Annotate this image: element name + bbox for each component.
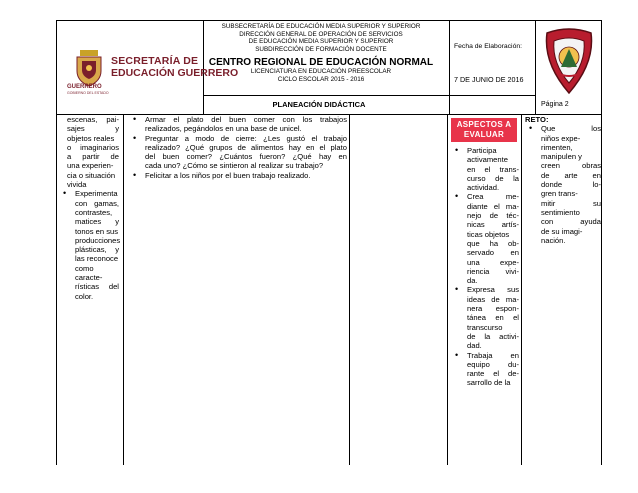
activities-cell [129,115,347,180]
text-line: curso de la [467,173,519,183]
text-line: con gamas, [75,198,119,208]
evaluation-cell [451,115,519,388]
text-line: que ha ob- [467,238,519,248]
text-line: una expe- [467,257,519,267]
text-line: de arte en [541,170,601,180]
page-title: PLANEACIÓN DIDÁCTICA [272,100,366,109]
text-line: tonos en sus [75,226,119,236]
evaluation-badge [451,118,517,142]
challenge-title: RETO: [525,115,549,124]
text-line: con ayuda [541,217,601,227]
text-line: equipo du- [467,359,519,369]
challenge-item [525,124,601,245]
fecha-value: 7 DE JUNIO DE 2016 [454,75,524,84]
text-line: da. [467,276,478,286]
text-line: las reconoce [75,254,119,264]
text-line: ideas de ma- [467,294,519,304]
text-line: • Expresa sus [467,285,519,295]
text-line: mitir su [541,198,601,208]
text-line: • Felicitar a los niños por el buen trabajo realizado. [145,170,311,180]
center-name: CENTRO REGIONAL DE EDUCACIÓN NORMAL [208,57,434,69]
text-line: cia o situación [67,170,116,180]
header-divider [203,95,535,96]
text-line: rimenten, [541,142,573,152]
text-line: donde lo- [541,180,601,190]
badge-line: ASPECTOS A [456,120,512,129]
text-line: • Crea me- [467,192,519,202]
text-line: niños expe- [541,133,581,143]
learning-outcomes-cell [59,115,119,301]
text-line: escenas, pai- [67,115,119,124]
text-line: de su imagi- [541,226,583,236]
text-line: nejo de téc- [467,211,519,221]
text-line: • Armar el plato del buen comer con los trabajos [145,115,347,124]
header-line: DIRECCIÓN GENERAL DE OPERACIÓN DE SERVICIOS [239,30,403,38]
text-line: plásticas, y [75,245,119,255]
text-line: cada uno? ¿Cómo se sintieron al realizar su trabajo? [145,161,324,171]
evaluation-item [451,285,519,350]
page-number: Página 2 [541,101,569,108]
logo-caption-sub: GOBIERNO DEL ESTADO [67,91,109,95]
text-line: nera espon- [467,304,519,314]
text-line: sarrollo de la [467,378,511,388]
text-line: servado en [467,248,519,258]
text-line: tánea en el [467,313,519,323]
outcome-item [59,189,119,301]
evaluation-item [451,192,519,285]
activity-item [129,134,347,171]
text-line: en el trans- [467,164,519,174]
text-line: transcurso [467,322,503,332]
text-line: • Que los [541,124,601,134]
text-line: o imaginarios [67,142,119,152]
secretaria-logo [65,41,239,95]
text-line: realizados, pegándolos en una base de unicel. [145,124,302,134]
text-line: de la activi- [467,331,519,341]
text-line: matices y [75,217,119,227]
text-line: • Experimenta [75,189,118,199]
header-line: SUBDIRECCIÓN DE FORMACIÓN DOCENTE [255,45,387,53]
logo-caption: GUERRERO [67,84,102,90]
table-divider [447,115,448,465]
school-shield-icon [541,27,597,97]
text-line: contrastes, [75,207,113,217]
text-line: dad. [467,341,482,351]
text-line: manipulen y [541,152,582,162]
table-divider [521,115,522,465]
evaluation-item [451,351,519,388]
header-line: DE EDUCACIÓN MEDIA SUPERIOR Y SUPERIOR [248,38,394,46]
fecha-label: Fecha de Elaboración: [454,43,523,50]
table-divider [349,115,350,465]
text-line: actividad. [467,183,500,193]
text-line: • Trabaja en [467,350,519,360]
text-line: realizado? ¿Qué grupos de alimentos hay en el plato [145,142,347,152]
text-line: • Participa [467,146,497,155]
text-line: nación. [541,235,566,245]
text-line: ticas objetos [467,229,510,239]
text-line: sajes y [67,124,119,134]
text-line: gren trans- [541,189,578,199]
challenge-cell [525,115,601,245]
table-divider [123,115,124,465]
outcome-continuation [59,115,119,189]
text-line: una experien- [67,161,114,171]
institution-header-text [205,23,437,84]
degree-name: LICENCIATURA EN EDUCACIÓN PREESCOLAR [250,68,392,76]
text-line: riencia vivi- [467,266,519,276]
text-line: nicas artís- [467,220,519,230]
school-cycle: CICLO ESCOLAR 2015 - 2016 [277,75,365,83]
header-line: SUBSECRETARÍA DE EDUCACIÓN MEDIA SUPERIOR Y SUPERIOR [221,23,421,30]
text-line: activamente [467,155,508,165]
text-line: creen obras [541,161,601,171]
text-line: • Preguntar a modo de cierre: ¿Les gustó el trabajo [145,133,347,143]
document-header [56,20,602,115]
institution-subname: EDUCACIÓN GUERRERO [111,67,239,79]
header-divider [449,21,450,114]
text-line: rísticas del [75,282,119,292]
activity-item [129,115,347,134]
institution-name: SECRETARÍA DE [111,55,199,67]
guerrero-crest-icon [71,48,107,88]
activity-item [129,171,347,180]
text-line: vivida [67,180,87,190]
text-line: a partir de [67,152,119,162]
text-line: diante el ma- [467,201,519,211]
text-line: color. [75,291,94,301]
text-line: del buen comer? ¿Cuántos fueron? ¿Qué hay en [145,152,347,162]
header-divider [535,21,536,114]
planning-table [56,115,602,465]
text-line: producciones [75,235,121,245]
text-line: sentimiento [541,207,580,217]
text-line: como caracte- [75,263,103,283]
text-line: objetos reales [67,133,115,143]
evaluation-item [451,146,519,192]
badge-line: EVALUAR [463,129,505,139]
text-line: rante el de- [467,369,519,379]
